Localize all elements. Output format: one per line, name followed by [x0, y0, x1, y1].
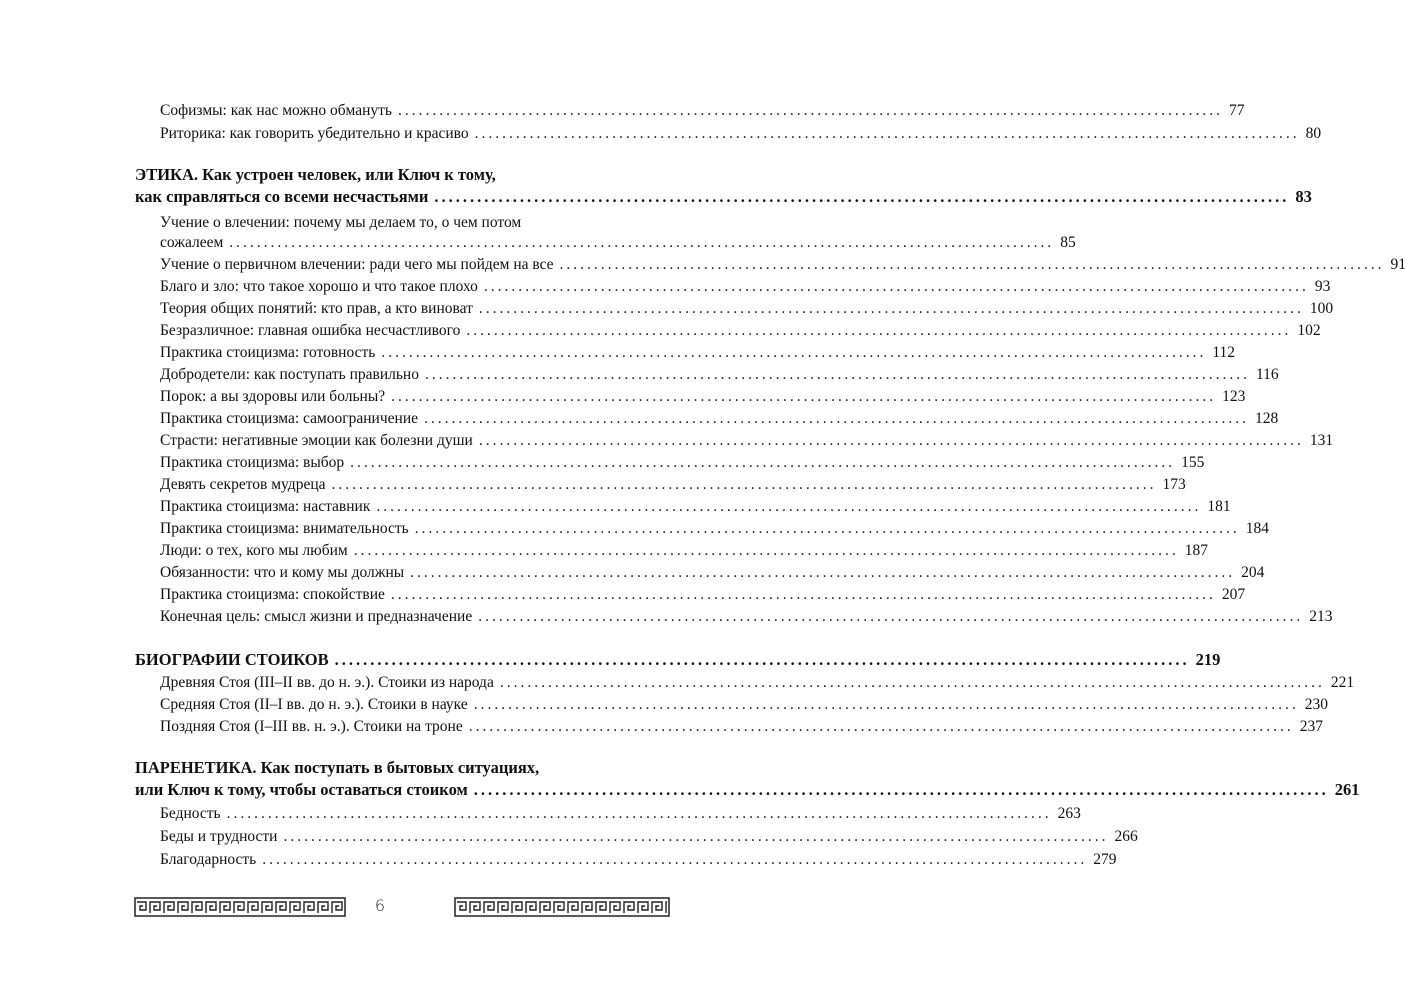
- toc-entry-title: Средняя Стоя (II–I вв. до н. э.). Стоики в науке: [160, 696, 468, 713]
- toc-entry-title: Практика стоицизма: самоограничение: [160, 410, 418, 427]
- toc-entry[interactable]: [160, 716, 1323, 738]
- dot-leader: ........................................................................................................................: [331, 476, 1157, 493]
- toc-entry-title: Древняя Стоя (III–II вв. до н. э.). Стоики из народа: [160, 674, 494, 691]
- toc-entry-page: 128: [1255, 410, 1279, 427]
- toc-entry-title: сожалеем: [160, 234, 224, 251]
- dot-leader: ........................................................................................................................: [226, 805, 1052, 822]
- toc-entry-title: Бедность: [160, 805, 221, 822]
- toc-entry-title: Софизмы: как нас можно обмануть: [160, 102, 393, 119]
- toc-entry[interactable]: [160, 803, 1081, 825]
- toc-entry-page: 207: [1221, 586, 1246, 603]
- toc-entry[interactable]: [160, 584, 1246, 606]
- dot-leader: ........................................................................................................................: [376, 498, 1202, 515]
- toc-entry-title: Учение о влечении: почему мы делаем то, о чем потом: [160, 214, 522, 231]
- toc-entry-title: Беды и трудности: [160, 828, 278, 845]
- toc-entry-title: Практика стоицизма: наставник: [160, 498, 371, 515]
- page-footer: [0, 893, 759, 923]
- toc-entry-title: Страсти: негативные эмоции как болезни души: [160, 432, 473, 449]
- toc-entry[interactable]: [160, 123, 1322, 145]
- toc-entry[interactable]: [160, 320, 1321, 342]
- toc-entry-page: 279: [1093, 851, 1117, 868]
- section-title-line: как справляться со всеми несчастьями: [135, 187, 429, 206]
- toc-entry-page: 266: [1114, 828, 1138, 845]
- section-title-line: ПАРЕНЕТИКА. Как поступать в бытовых ситуациях,: [135, 758, 540, 777]
- toc-entry-page: 181: [1207, 498, 1231, 515]
- toc-entry[interactable]: [160, 452, 1205, 474]
- dot-leader: ........................................................................................................................: [283, 828, 1109, 845]
- toc-entry[interactable]: [160, 342, 1236, 364]
- toc-entry[interactable]: [160, 694, 1328, 716]
- toc-entry-page: 131: [1309, 432, 1334, 449]
- dot-leader: ........................................................................................................................: [559, 256, 1385, 273]
- toc-entry-page: 112: [1212, 344, 1236, 361]
- toc-entry-page: 77: [1229, 102, 1245, 119]
- toc-entry[interactable]: [160, 672, 1355, 694]
- dot-leader: ........................................................................................................................: [499, 674, 1325, 691]
- toc-entry[interactable]: [160, 606, 1333, 628]
- dot-leader: ........................................................................................................................: [410, 564, 1236, 581]
- dot-leader: ........................................................................................................................: [229, 234, 1055, 251]
- dot-leader: ........................................................................................................................: [262, 851, 1088, 868]
- toc-entry-title: Люди: о тех, кого мы любим: [160, 542, 348, 559]
- toc-entry-page: 93: [1314, 278, 1331, 295]
- toc-entry-title: Теория общих понятий: кто прав, а кто виноват: [160, 300, 473, 317]
- section-heading-parenetics[interactable]: [135, 757, 1360, 801]
- dot-leader: ........................................................................................................................: [350, 454, 1176, 471]
- dot-leader: ........................................................................................................................: [424, 366, 1250, 383]
- dot-leader: ........................................................................................................................: [353, 542, 1179, 559]
- toc-entry-title: Обязанности: что и кому мы должны: [160, 564, 405, 581]
- dot-leader: ........................................................................................................................: [478, 432, 1304, 449]
- dot-leader: ........................................................................................................................: [434, 187, 1290, 206]
- dot-leader: ........................................................................................................................: [334, 650, 1190, 669]
- dot-leader: ........................................................................................................................: [424, 410, 1249, 427]
- toc-entry-page: 237: [1299, 718, 1323, 735]
- toc-entry-page: 123: [1222, 388, 1246, 405]
- page-number: 6: [374, 896, 386, 915]
- toc-entry-page: 221: [1330, 674, 1355, 691]
- toc-entry[interactable]: [160, 386, 1246, 408]
- section-title-line: ЭТИКА. Как устроен человек, или Ключ к тому,: [135, 165, 496, 184]
- toc-entry[interactable]: [160, 298, 1334, 320]
- dot-leader: ........................................................................................................................: [473, 780, 1329, 799]
- dot-leader: ........................................................................................................................: [466, 322, 1292, 339]
- toc-entry-title: Практика стоицизма: спокойствие: [160, 586, 385, 603]
- toc-entry-title: Порок: а вы здоровы или больны?: [160, 388, 386, 405]
- toc-entry-title: Благо и зло: что такое хорошо и что такое плохо: [160, 278, 478, 295]
- toc-entry[interactable]: [160, 276, 1331, 298]
- toc-entry-page: 184: [1245, 520, 1269, 537]
- greek-key-ornament-right: [455, 898, 669, 916]
- dot-leader: ........................................................................................................................: [381, 344, 1207, 361]
- section-heading-biographies[interactable]: [135, 649, 1221, 671]
- toc-entry[interactable]: [160, 518, 1269, 540]
- section-page: 219: [1195, 650, 1221, 669]
- toc-entry-title: Конечная цель: смысл жизни и предназначение: [160, 608, 473, 625]
- dot-leader: ........................................................................................................................: [414, 520, 1240, 537]
- dot-leader: ........................................................................................................................: [398, 102, 1224, 119]
- toc-entry-page: 230: [1304, 696, 1328, 713]
- toc-entry-title: Учение о первичном влечении: ради чего мы пойдем на все: [160, 256, 554, 273]
- section-page: 261: [1334, 780, 1360, 799]
- dot-leader: ........................................................................................................................: [478, 608, 1304, 625]
- toc-entry-page: 100: [1309, 300, 1334, 317]
- toc-entry[interactable]: [160, 430, 1334, 452]
- dot-leader: ........................................................................................................................: [468, 718, 1294, 735]
- dot-leader: ........................................................................................................................: [390, 586, 1216, 603]
- section-page: 83: [1295, 187, 1312, 206]
- toc-entry[interactable]: [160, 408, 1279, 430]
- toc-entry-title: Поздняя Стоя (I–III вв. н. э.). Стоики на троне: [160, 718, 463, 735]
- toc-entry-page: 155: [1181, 454, 1205, 471]
- section-title-line: или Ключ к тому, чтобы оставаться стоиком: [135, 780, 468, 799]
- toc-entry[interactable]: [160, 562, 1265, 584]
- dot-leader: ........................................................................................................................: [473, 696, 1299, 713]
- toc-entry-title: Практика стоицизма: выбор: [160, 454, 345, 471]
- toc-entry[interactable]: [160, 849, 1117, 871]
- toc-entry-first-line[interactable]: [160, 212, 669, 234]
- section-title-line: БИОГРАФИИ СТОИКОВ: [135, 650, 329, 669]
- toc-entry[interactable]: [160, 100, 1245, 122]
- toc-entry-page: 173: [1162, 476, 1186, 493]
- section-heading-ethics[interactable]: [135, 164, 1312, 208]
- toc-entry[interactable]: [160, 254, 1406, 276]
- toc-entry[interactable]: [160, 232, 1076, 254]
- dot-leader: ........................................................................................................................: [391, 388, 1217, 405]
- toc-entry-page: 85: [1060, 234, 1076, 251]
- dot-leader: ........................................................................................................................: [474, 125, 1300, 142]
- toc-entry-title: Добродетели: как поступать правильно: [160, 366, 419, 383]
- toc-entry-title: Практика стоицизма: готовность: [160, 344, 376, 361]
- toc-entry-title: Риторика: как говорить убедительно и красиво: [160, 125, 469, 142]
- toc-entry-page: 102: [1297, 322, 1321, 339]
- greek-key-ornament-left: [135, 898, 345, 916]
- toc-entry-title: Безразличное: главная ошибка несчастливого: [160, 322, 461, 339]
- toc-entry-page: 187: [1184, 542, 1208, 559]
- toc-entry-page: 91: [1390, 256, 1406, 273]
- toc-entry[interactable]: [160, 364, 1279, 386]
- toc-entry-page: 263: [1057, 805, 1081, 822]
- toc-entry-page: 204: [1241, 564, 1265, 581]
- toc-entry[interactable]: [160, 540, 1208, 562]
- toc-entry-page: 116: [1255, 366, 1279, 383]
- toc-entry-title: Благодарность: [160, 851, 257, 868]
- dot-leader: ........................................................................................................................: [483, 278, 1309, 295]
- toc-entry-title: Девять секретов мудреца: [160, 476, 326, 493]
- toc-entry-page: 80: [1305, 125, 1322, 142]
- toc-entry[interactable]: [160, 496, 1231, 518]
- toc-entry-title: Практика стоицизма: внимательность: [160, 520, 409, 537]
- toc-entry-page: 213: [1309, 608, 1333, 625]
- dot-leader: ........................................................................................................................: [478, 300, 1304, 317]
- toc-entry[interactable]: [160, 474, 1186, 496]
- toc-entry[interactable]: [160, 826, 1138, 848]
